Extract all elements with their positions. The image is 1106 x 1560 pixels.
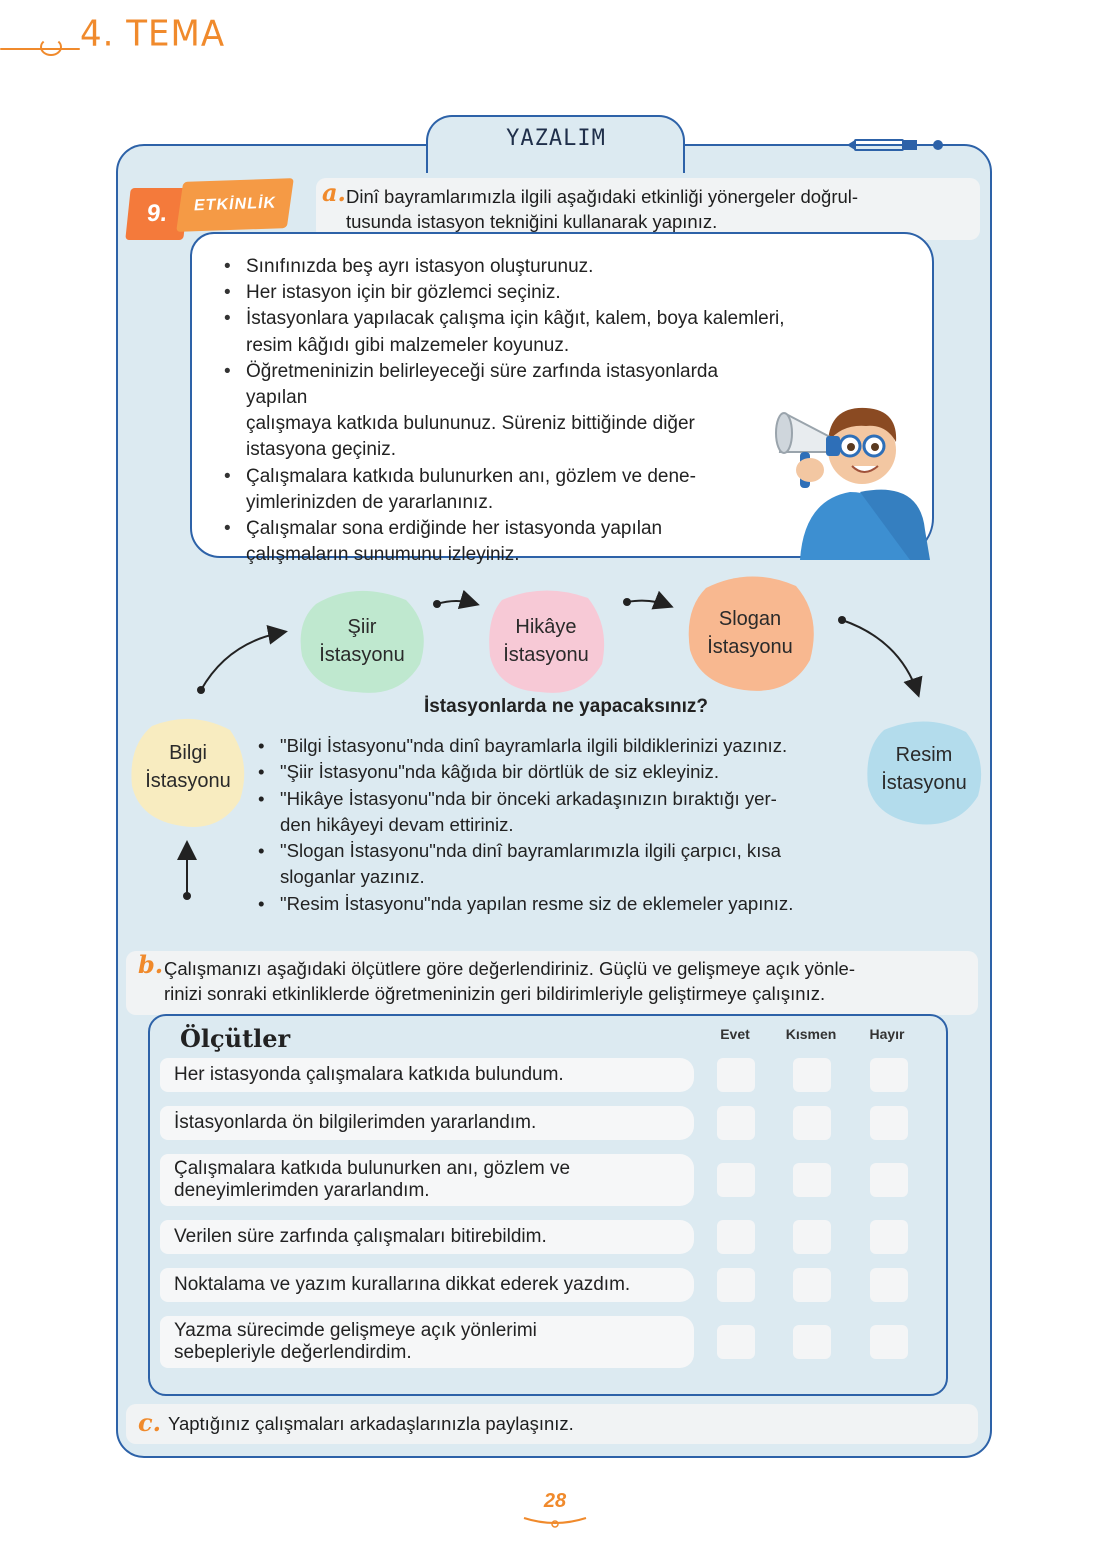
part-b-line-2: rinizi sonraki etkinliklerde öğretmeninizin geri bildirimleriyle geliştirmeye çalışınız. [164, 983, 826, 1004]
bilgi-station-line-1: Bilgi [169, 742, 207, 764]
station-task-list [256, 733, 876, 917]
instruction-item-line: çalışmaya katkıda bulununuz. Süreniz bittiğinde diğer [246, 413, 695, 435]
instruction-item-line: • Öğretmeninizin belirleyeceği süre zarfında istasyonlarda yapılan [246, 360, 719, 409]
station-task-line: den hikâyeyi devam ettiriniz. [280, 813, 514, 835]
checkbox-evet[interactable] [717, 1268, 755, 1302]
hikaye-station-line-1: Hikâye [515, 616, 577, 638]
arrow-up-to-bilgi [183, 844, 191, 900]
resim-station-line-2: İstasyonu [881, 772, 967, 794]
instruction-item-line: çalışmaların sunumunu izleyiniz. [246, 544, 520, 566]
checkbox-kismen[interactable] [793, 1106, 831, 1140]
instruction-item-line: • Sınıfınızda beş ayrı istasyon oluşturunuz. [246, 256, 594, 277]
criteria-row-text [174, 1274, 630, 1296]
checkbox-evet[interactable] [717, 1106, 755, 1140]
criteria-row-line: deneyimlerimden yararlandım. [174, 1180, 430, 1201]
checkbox-hayir[interactable] [870, 1106, 908, 1140]
criteria-row [160, 1268, 694, 1302]
checkbox-hayir[interactable] [870, 1325, 908, 1359]
criteria-row [160, 1220, 694, 1254]
hikaye-station-line-2: İstasyonu [503, 644, 589, 666]
bilgi-station-line-2: İstasyonu [145, 770, 231, 792]
station-task-line: • "Şiir İstasyonu"nda kâğıda bir dörtlük de siz ekleyiniz. [280, 761, 720, 783]
checkbox-hayir[interactable] [870, 1268, 908, 1302]
checkbox-evet[interactable] [717, 1220, 755, 1254]
instruction-item-line: • Her istasyon için bir gözlemci seçiniz. [246, 282, 561, 304]
station-task-line: • "Bilgi İstasyonu"nda dinî bayramlarla ilgili bildiklerinizi yazınız. [280, 735, 788, 756]
part-b-letter: b. [138, 950, 164, 979]
column-header-hayir: Hayır [869, 1026, 905, 1042]
activity-label-badge: ETKİNLİK [176, 178, 294, 232]
station-task-line: • "Slogan İstasyonu"nda dinî bayramlarımızla ilgili çarpıcı, kısa [280, 840, 781, 862]
resim-station-line-1: Resim [895, 744, 953, 766]
checkbox-evet[interactable] [717, 1325, 755, 1359]
criteria-row-line: Her istasyonda çalışmalara katkıda bulundum. [174, 1064, 564, 1085]
checkbox-kismen[interactable] [793, 1220, 831, 1254]
station-task-item [256, 786, 876, 839]
part-b-instruction [126, 951, 978, 1015]
station-task-line: • "Resim İstasyonu"nda yapılan resme siz de eklemeler yapınız. [280, 892, 794, 914]
theme-title: 4. TEMA [80, 13, 226, 55]
instruction-item-line: resim kâğıdı gibi malzemeler koyunuz. [246, 334, 570, 356]
criteria-row [160, 1058, 694, 1092]
criteria-row [160, 1316, 694, 1368]
part-a-line-1: Dinî bayramlarımızla ilgili aşağıdaki etkinliği yönergeler doğrul- [346, 186, 859, 207]
checkbox-hayir[interactable] [870, 1220, 908, 1254]
instruction-item-line: • Çalışmalara katkıda bulunurken anı, gözlem ve dene- [246, 465, 696, 487]
checkbox-kismen[interactable] [793, 1268, 831, 1302]
criteria-row-text [174, 1064, 564, 1086]
criteria-row [160, 1154, 694, 1206]
section-title: YAZALIM [506, 126, 606, 151]
arrow-slogan-to-resim [838, 616, 918, 694]
criteria-row [160, 1106, 694, 1140]
siir-station-line-2: İstasyonu [319, 644, 405, 666]
instruction-item-line: • Çalışmalar sona erdiğinde her istasyonda yapılan [246, 518, 663, 540]
criteria-row-line: Verilen süre zarfında çalışmaları bitirebildim. [174, 1226, 547, 1247]
slogan-station-line-1: Slogan [718, 608, 782, 630]
part-a-letter: a. [322, 178, 346, 207]
column-header-evet: Evet [720, 1026, 750, 1042]
arrow-bilgi-to-siir [197, 632, 284, 694]
column-header-kismen: Kısmen [785, 1026, 837, 1042]
criteria-row-line: Yazma sürecimde gelişmeye açık yönlerimi [174, 1320, 537, 1341]
criteria-row-text [174, 1112, 536, 1134]
station-task-line: sloganlar yazınız. [280, 866, 425, 888]
checkbox-hayir[interactable] [870, 1058, 908, 1092]
slogan-station-line-2: İstasyonu [707, 636, 793, 658]
criteria-row-line: Noktalama ve yazım kurallarına dikkat ederek yazdım. [174, 1274, 631, 1295]
station-task-item [256, 891, 876, 917]
activity-number-badge: 9. [125, 188, 188, 240]
arrow-hikaye-to-slogan [623, 598, 670, 606]
part-a-line-2: tusunda istasyon tekniğini kullanarak yapınız. [346, 211, 718, 232]
instruction-item-line: yimlerinizden de yararlanınız. [246, 491, 494, 513]
checkbox-kismen[interactable] [793, 1325, 831, 1359]
station-task-item [256, 838, 876, 891]
checkbox-kismen[interactable] [793, 1058, 831, 1092]
stations-question: İstasyonlarda ne yapacaksınız? [423, 696, 709, 717]
station-task-item [256, 759, 876, 785]
arrow-siir-to-hikaye [433, 600, 476, 608]
criteria-row-line: sebepleriyle değerlendirdim. [174, 1342, 412, 1363]
siir-station-line-1: Şiir [347, 616, 377, 638]
instruction-item-line: • İstasyonlara yapılacak çalışma için kâğıt, kalem, boya kalemleri, [246, 308, 785, 330]
checkbox-hayir[interactable] [870, 1163, 908, 1197]
criteria-row-text [174, 1158, 570, 1202]
checkbox-evet[interactable] [717, 1058, 755, 1092]
part-c-letter: c. [138, 1408, 161, 1437]
station-task-line: • "Hikâye İstasyonu"nda bir önceki arkadaşınızın bıraktığı yer- [280, 787, 777, 809]
criteria-title: Ölçütler [180, 1024, 291, 1053]
criteria-row-text [174, 1226, 547, 1248]
part-c-instruction [126, 1404, 978, 1444]
criteria-row-line: Çalışmalara katkıda bulunurken anı, gözlem ve [174, 1158, 571, 1179]
criteria-row-text [174, 1320, 537, 1364]
checkbox-evet[interactable] [717, 1163, 755, 1197]
criteria-row-line: İstasyonlarda ön bilgilerimden yararlandım. [174, 1112, 537, 1133]
part-b-line-1: Çalışmanızı aşağıdaki ölçütlere göre değerlendiriniz. Güçlü ve gelişmeye açık yönle- [164, 958, 856, 979]
page-number: 28 [543, 1490, 567, 1512]
station-task-item [256, 733, 876, 759]
checkbox-kismen[interactable] [793, 1163, 831, 1197]
page-number-swash [520, 1512, 590, 1530]
part-c-text: Yaptığınız çalışmaları arkadaşlarınızla paylaşınız. [168, 1413, 574, 1434]
instruction-item-line: istasyona geçiniz. [246, 439, 396, 461]
